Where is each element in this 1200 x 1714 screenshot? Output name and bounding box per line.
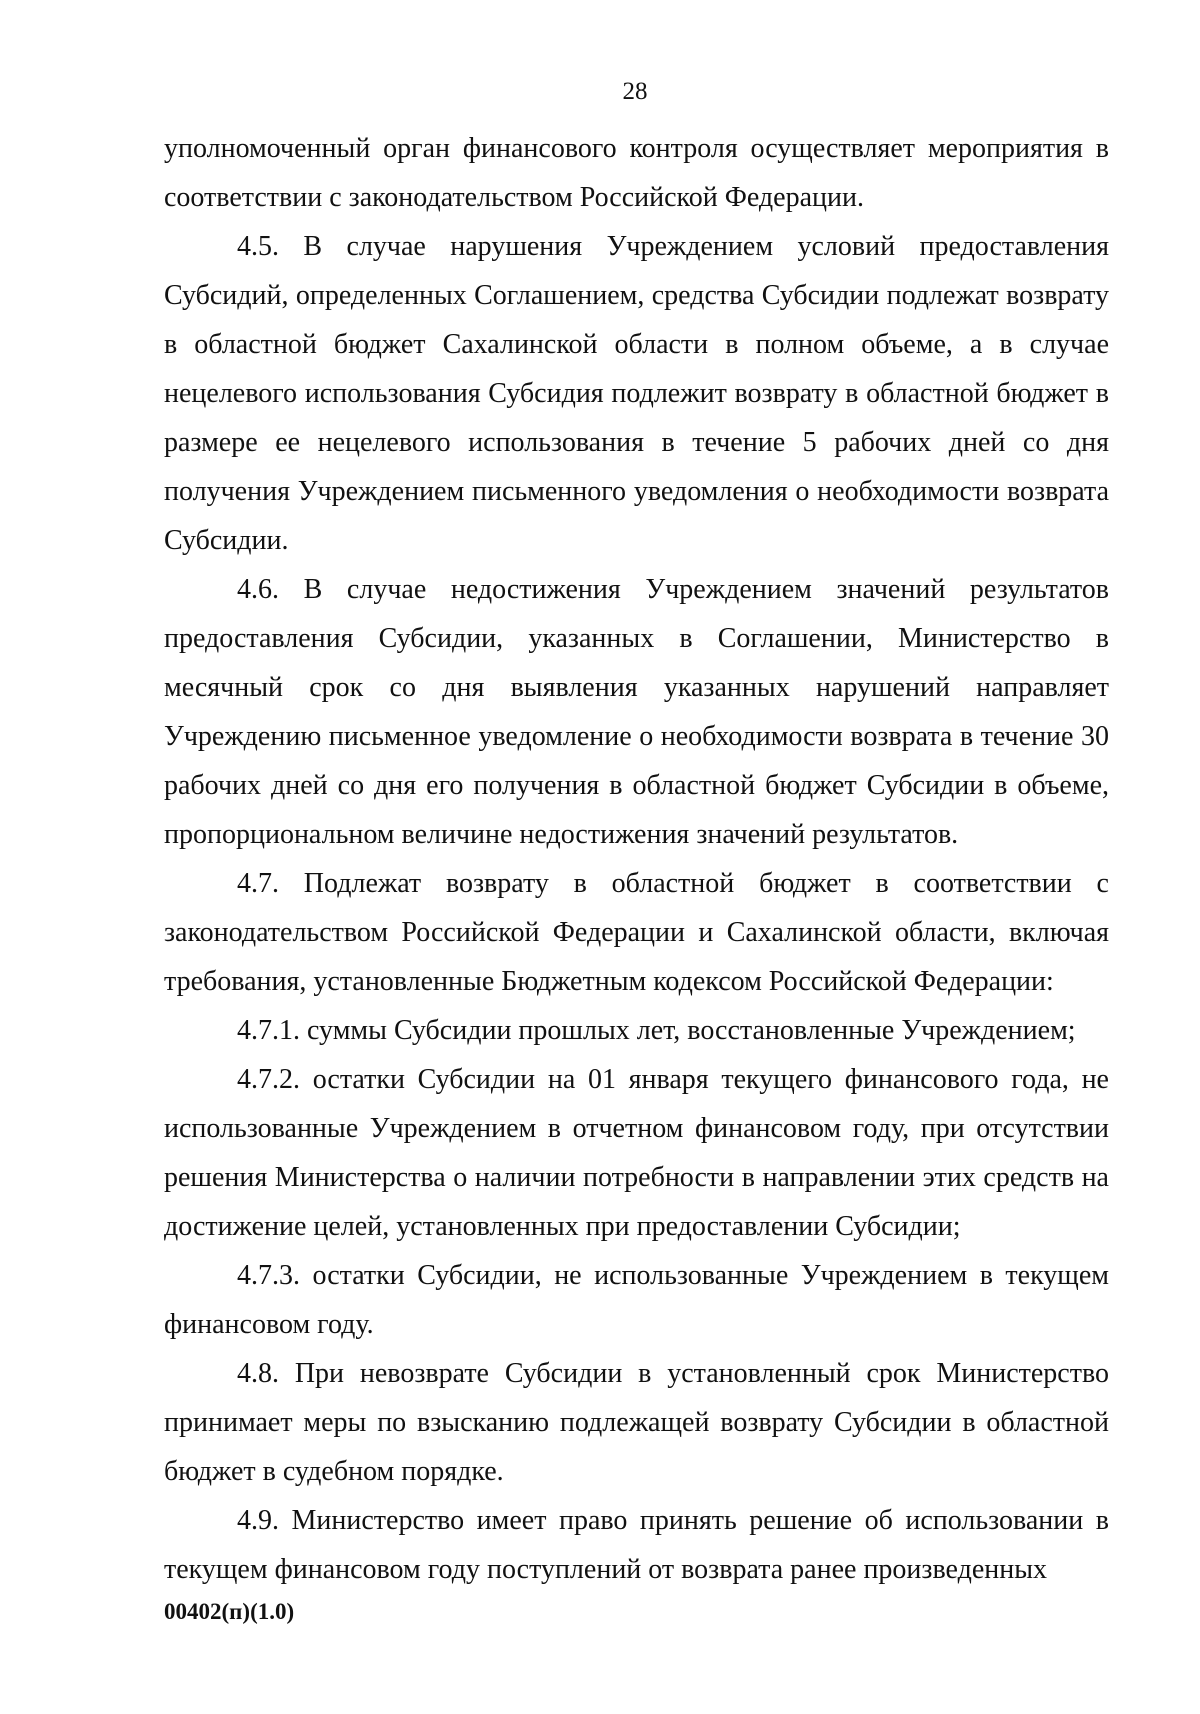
paragraph-4-7-3: 4.7.3. остатки Субсидии, не использованные Учреждением в текущем финансовом году. [164,1260,1109,1340]
paragraph-4-7-1: 4.7.1. суммы Субсидии прошлых лет, восстановленные Учреждением; [237,1015,1076,1046]
document-body [164,124,1109,1594]
page-number: 28 [622,78,648,105]
paragraph-continuation: уполномоченный орган финансового контроля осуществляет мероприятия в соответствии с законодательством Российской Федерации. [164,133,1109,213]
paragraph-4-9: 4.9. Министерство имеет право принять решение об использовании в текущем финансовом году поступлений от возврата ранее произведенных [164,1505,1109,1585]
paragraph-4-7-2: 4.7.2. остатки Субсидии на 01 января текущего финансового года, не использованные Учреждением в отчетном финансовом году, при отсутствии решения Министерства о наличии потребности в направлении этих средств на достижение целей, установленных при предоставлении Субсидии; [164,1064,1109,1242]
paragraph-4-8: 4.8. При невозврате Субсидии в установленный срок Министерство принимает меры по взысканию подлежащей возврату Субсидии в областной бюджет в судебном порядке. [164,1358,1109,1487]
paragraph-4-7: 4.7. Подлежат возврату в областной бюджет в соответствии с законодательством Российской Федерации и Сахалинской области, включая требования, установленные Бюджетным кодексом Российской Федерации: [164,868,1109,997]
document-code: 00402(п)(1.0) [164,1599,295,1624]
paragraph-4-5: 4.5. В случае нарушения Учреждением условий предоставления Субсидий, определенных Соглашением, средства Субсидии подлежат возврату в областной бюджет Сахалинской области в полном объеме, а в случае нецелевого использования Субсидия подлежит возврату в областной бюджет в размере ее нецелевого использования в течение 5 рабочих дней со дня получения Учреждением письменного уведомления о необходимости возврата Субсидии. [164,231,1109,556]
paragraph-4-6: 4.6. В случае недостижения Учреждением значений результатов предоставления Субсидии, указанных в Соглашении, Министерство в месячный срок со дня выявления указанных нарушений направляет Учреждению письменное уведомление о необходимости возврата в течение 30 рабочих дней со дня его получения в областной бюджет Субсидии в объеме, пропорциональном величине недостижения значений результатов. [164,574,1109,850]
